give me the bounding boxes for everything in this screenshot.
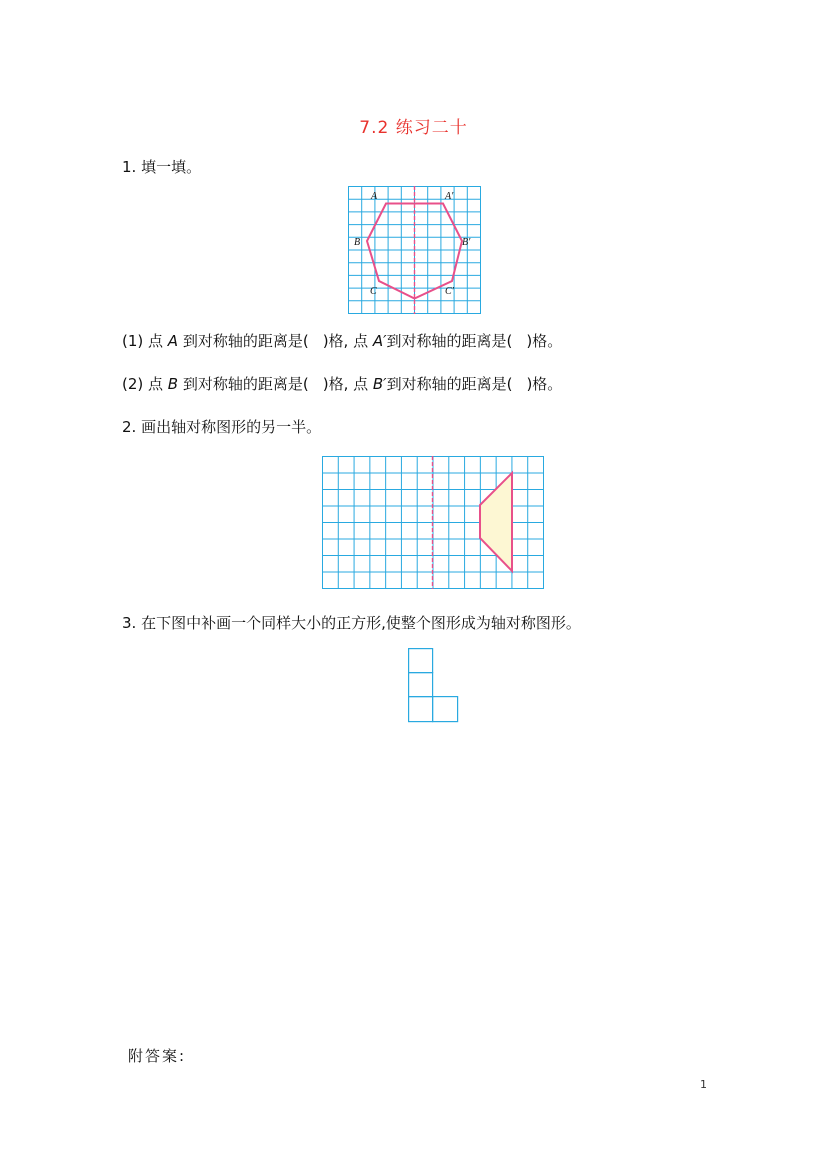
point-a-label: A bbox=[371, 191, 378, 202]
trapezoid-grid-figure bbox=[322, 456, 544, 589]
square-block bbox=[433, 697, 458, 722]
question-1-sub-2: (2) 点 B 到对称轴的距离是( )格, 点 B′到对称轴的距离是( )格。 bbox=[122, 375, 563, 393]
page-number: 1 bbox=[700, 1078, 707, 1091]
question-2-prompt: 2. 画出轴对称图形的另一半。 bbox=[122, 418, 322, 436]
square-blocks-figure bbox=[408, 648, 459, 723]
point-b-prime-label: B′ bbox=[462, 237, 471, 248]
question-1-prompt: 1. 填一填。 bbox=[122, 158, 202, 176]
hexagon-grid-figure bbox=[348, 186, 481, 314]
question-3-prompt: 3. 在下图中补画一个同样大小的正方形,使整个图形成为轴对称图形。 bbox=[122, 614, 581, 632]
square-block bbox=[409, 673, 433, 697]
answer-label: 附答案: bbox=[128, 1047, 187, 1065]
point-c-prime-label: C′ bbox=[445, 286, 454, 297]
point-b-label: B bbox=[354, 237, 361, 248]
square-block bbox=[409, 697, 433, 722]
square-block bbox=[409, 649, 433, 673]
question-1-sub-1: (1) 点 A 到对称轴的距离是( )格, 点 A′到对称轴的距离是( )格。 bbox=[122, 332, 563, 350]
point-a-prime-label: A′ bbox=[445, 191, 454, 202]
page-title: 7.2 练习二十 bbox=[359, 118, 468, 138]
point-c-label: C bbox=[370, 286, 377, 297]
